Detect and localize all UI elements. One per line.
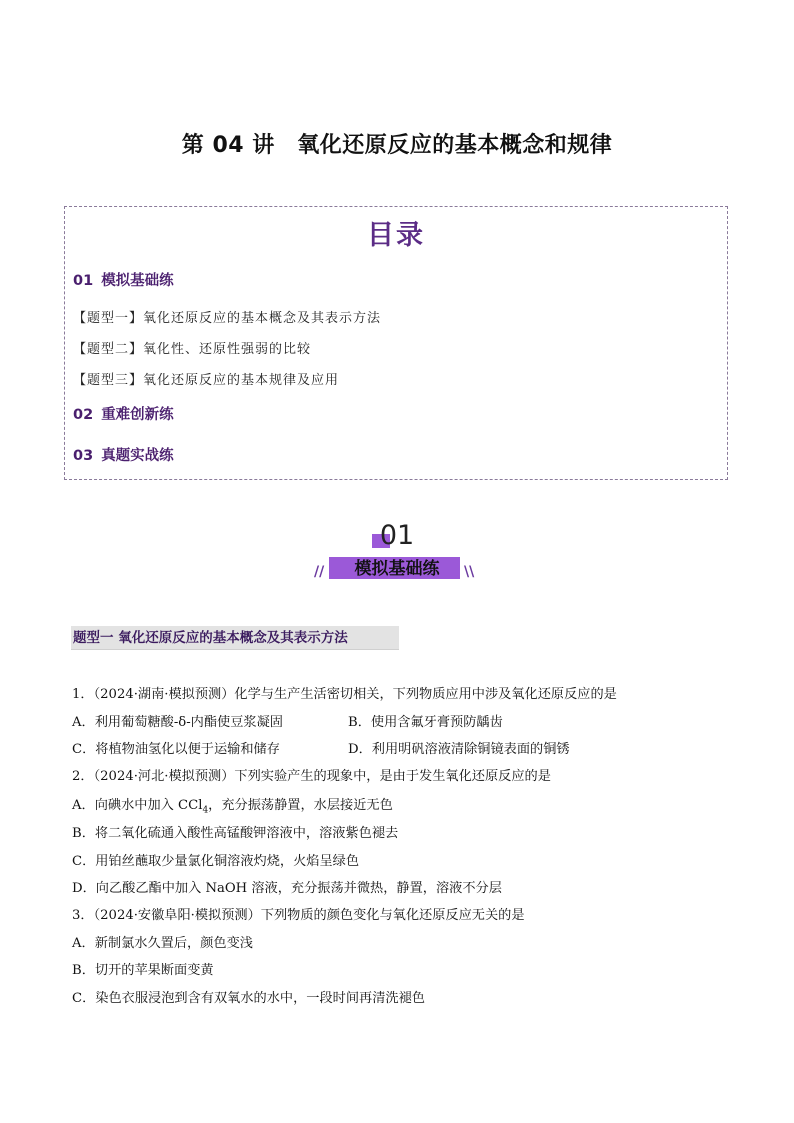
toc-section-number: 01 bbox=[73, 273, 94, 289]
toc-heading: 目录 bbox=[367, 220, 425, 251]
option-a[interactable] bbox=[72, 794, 393, 816]
option-c[interactable]: C．染色衣服浸泡到含有双氧水的水中，一段时间再清洗褪色 bbox=[72, 991, 425, 1006]
option-b[interactable]: B．使用含氟牙膏预防龋齿 bbox=[348, 715, 503, 730]
page-title: 第 04 讲 氧化还原反应的基本概念和规律 bbox=[181, 133, 613, 158]
section-name: 模拟基础练 bbox=[354, 559, 440, 579]
toc-section-03[interactable] bbox=[73, 444, 174, 465]
question-stem: 1．（2024·湖南·模拟预测）化学与生产生活密切相关，下列物质应用中涉及氧化还原反应的是 bbox=[72, 687, 617, 702]
option-b[interactable]: B．切开的苹果断面变黄 bbox=[72, 963, 214, 978]
option-c[interactable]: C．用铂丝蘸取少量氯化铜溶液灼烧，火焰呈绿色 bbox=[72, 854, 360, 869]
toc-sub-type-2[interactable]: 【题型二】氧化性、还原性强弱的比较 bbox=[73, 342, 312, 357]
left-slash-decoration: // bbox=[314, 564, 325, 580]
section-number: 01 bbox=[379, 520, 415, 551]
toc-section-label: 真题实战练 bbox=[101, 448, 174, 464]
option-a-text: A．向碘水中加入 bbox=[72, 798, 179, 813]
toc-section-number: 02 bbox=[73, 407, 94, 423]
right-slash-decoration: \\ bbox=[464, 564, 475, 580]
option-c[interactable]: C．将植物油氢化以便于运输和储存 bbox=[72, 742, 280, 757]
option-d[interactable]: D．利用明矾溶液清除铜镜表面的铜锈 bbox=[348, 742, 570, 757]
toc-sub-type-1[interactable]: 【题型一】氧化还原反应的基本概念及其表示方法 bbox=[73, 311, 382, 326]
chem-formula: CCl$_4$ bbox=[178, 798, 209, 816]
table-of-contents bbox=[64, 206, 728, 480]
option-a-text-rest: ，充分振荡静置，水层接近无色 bbox=[208, 798, 393, 813]
question-stem: 3．（2024·安徽阜阳·模拟预测）下列物质的颜色变化与氧化还原反应无关的是 bbox=[72, 908, 525, 923]
toc-section-label: 模拟基础练 bbox=[101, 273, 174, 289]
section-banner bbox=[0, 520, 794, 586]
option-b[interactable]: B．将二氧化硫通入酸性高锰酸钾溶液中，溶液紫色褪去 bbox=[72, 826, 399, 841]
option-d[interactable]: D．向乙酸乙酯中加入 NaOH 溶液，充分振荡并微热，静置，溶液不分层 bbox=[72, 881, 502, 896]
toc-section-number: 03 bbox=[73, 448, 94, 464]
question-stem: 2．（2024·河北·模拟预测）下列实验产生的现象中，是由于发生氧化还原反应的是 bbox=[72, 769, 551, 784]
toc-section-label: 重难创新练 bbox=[101, 407, 174, 423]
question-type-heading: 题型一 氧化还原反应的基本概念及其表示方法 bbox=[71, 626, 399, 650]
option-a[interactable]: A．新制氯水久置后，颜色变浅 bbox=[72, 936, 253, 951]
toc-section-02[interactable] bbox=[73, 403, 174, 424]
toc-sub-type-3[interactable]: 【题型三】氧化还原反应的基本规律及应用 bbox=[73, 373, 340, 388]
toc-section-01[interactable] bbox=[73, 269, 174, 290]
option-a[interactable]: A．利用葡萄糖酸-δ-内酯使豆浆凝固 bbox=[72, 715, 283, 730]
